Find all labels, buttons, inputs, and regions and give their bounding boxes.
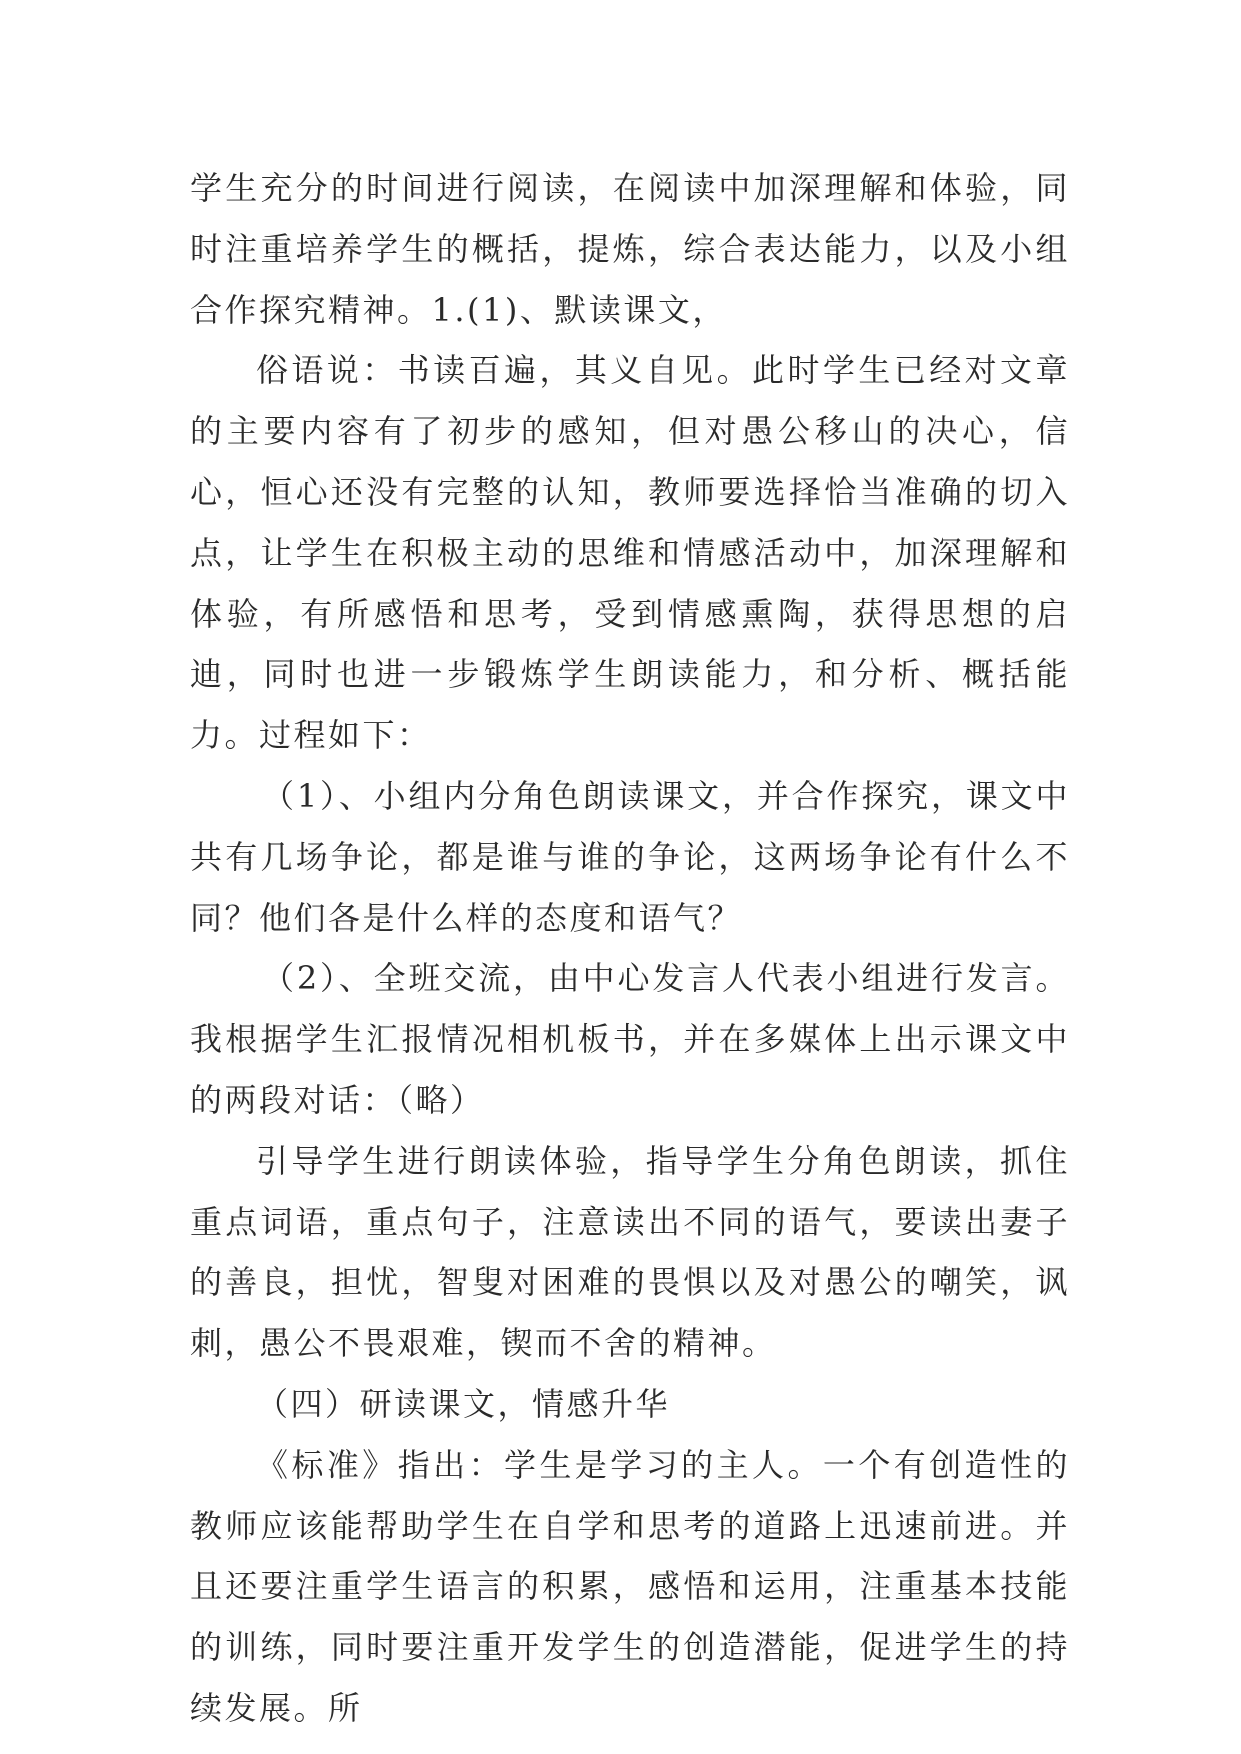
paragraph-standard: 《标准》指出：学生是学习的主人。一个有创造性的教师应该能帮助学生在自学和思考的道路上迅速前进。并且还要注重学生语言的积累，感悟和运用，注重基本技能的训练，同时要注重开发学生的创造潜能，促进学生的持续发展。所 xyxy=(190,1445,1070,1727)
paragraph-guidance: 引导学生进行朗读体验，指导学生分角色朗读，抓住重点词语，重点句子，注意读出不同的语气，要读出妻子的善良，担忧，智叟对困难的畏惧以及对愚公的嘲笑，讽刺，愚公不畏艰难，锲而不舍的精神。 xyxy=(190,1141,1070,1363)
paragraph-step-1: （1）、小组内分角色朗读课文，并合作探究，课文中共有几场争论，都是谁与谁的争论，这两场争论有什么不同？他们各是什么样的态度和语气？ xyxy=(190,776,1070,937)
paragraph-proverb: 俗语说：书读百遍，其义自见。此时学生已经对文章的主要内容有了初步的感知，但对愚公移山的决心，信心，恒心还没有完整的认知，教师要选择恰当准确的切入点，让学生在积极主动的思维和情感活动中，加深理解和体验，有所感悟和思考，受到情感熏陶，获得思想的启迪，同时也进一步锻炼学生朗读能力，和分析、概括能力。过程如下： xyxy=(190,351,1070,755)
paragraph-step-2: （2）、全班交流，由中心发言人代表小组进行发言。我根据学生汇报情况相机板书，并在多媒体上出示课文中的两段对话：（略） xyxy=(190,959,1070,1119)
section-heading-4: （四）研读课文，情感升华 xyxy=(256,1384,671,1423)
paragraph-continuation: 学生充分的时间进行阅读，在阅读中加深理解和体验，同时注重培养学生的概括，提炼，综合表达能力，以及小组合作探究精神。1.(1)、默读课文， xyxy=(190,169,1070,329)
document-body xyxy=(190,158,1070,1739)
